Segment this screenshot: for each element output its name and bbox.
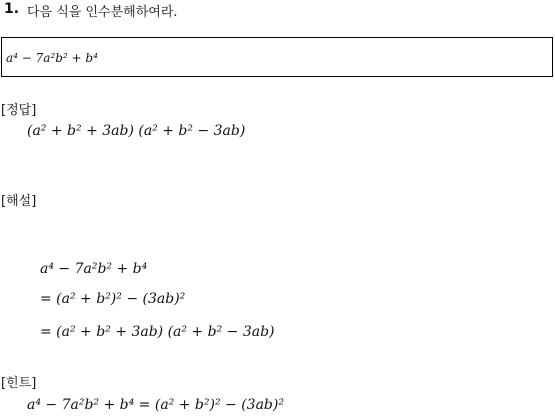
hint-expression: a⁴ − 7a²b² + b⁴ = (a² + b²)² − (3ab)² xyxy=(27,397,284,413)
answer-label: [정답] xyxy=(1,103,37,118)
question-text: 다음 식을 인수분해하여라. xyxy=(27,5,178,20)
problem-expression: a⁴ − 7a²b² + b⁴ xyxy=(6,51,98,65)
explanation-line-2: = (a² + b²)² − (3ab)² xyxy=(40,291,186,307)
question-number: 1. xyxy=(4,1,20,17)
answer-expression: (a² + b² + 3ab) (a² + b² − 3ab) xyxy=(27,123,246,139)
explanation-line-3: = (a² + b² + 3ab) (a² + b² − 3ab) xyxy=(40,324,275,340)
hint-label: [힌트] xyxy=(1,376,37,391)
problem-box xyxy=(1,37,553,77)
explanation-line-1: a⁴ − 7a²b² + b⁴ xyxy=(40,261,148,277)
explanation-label: [해설] xyxy=(1,194,37,209)
